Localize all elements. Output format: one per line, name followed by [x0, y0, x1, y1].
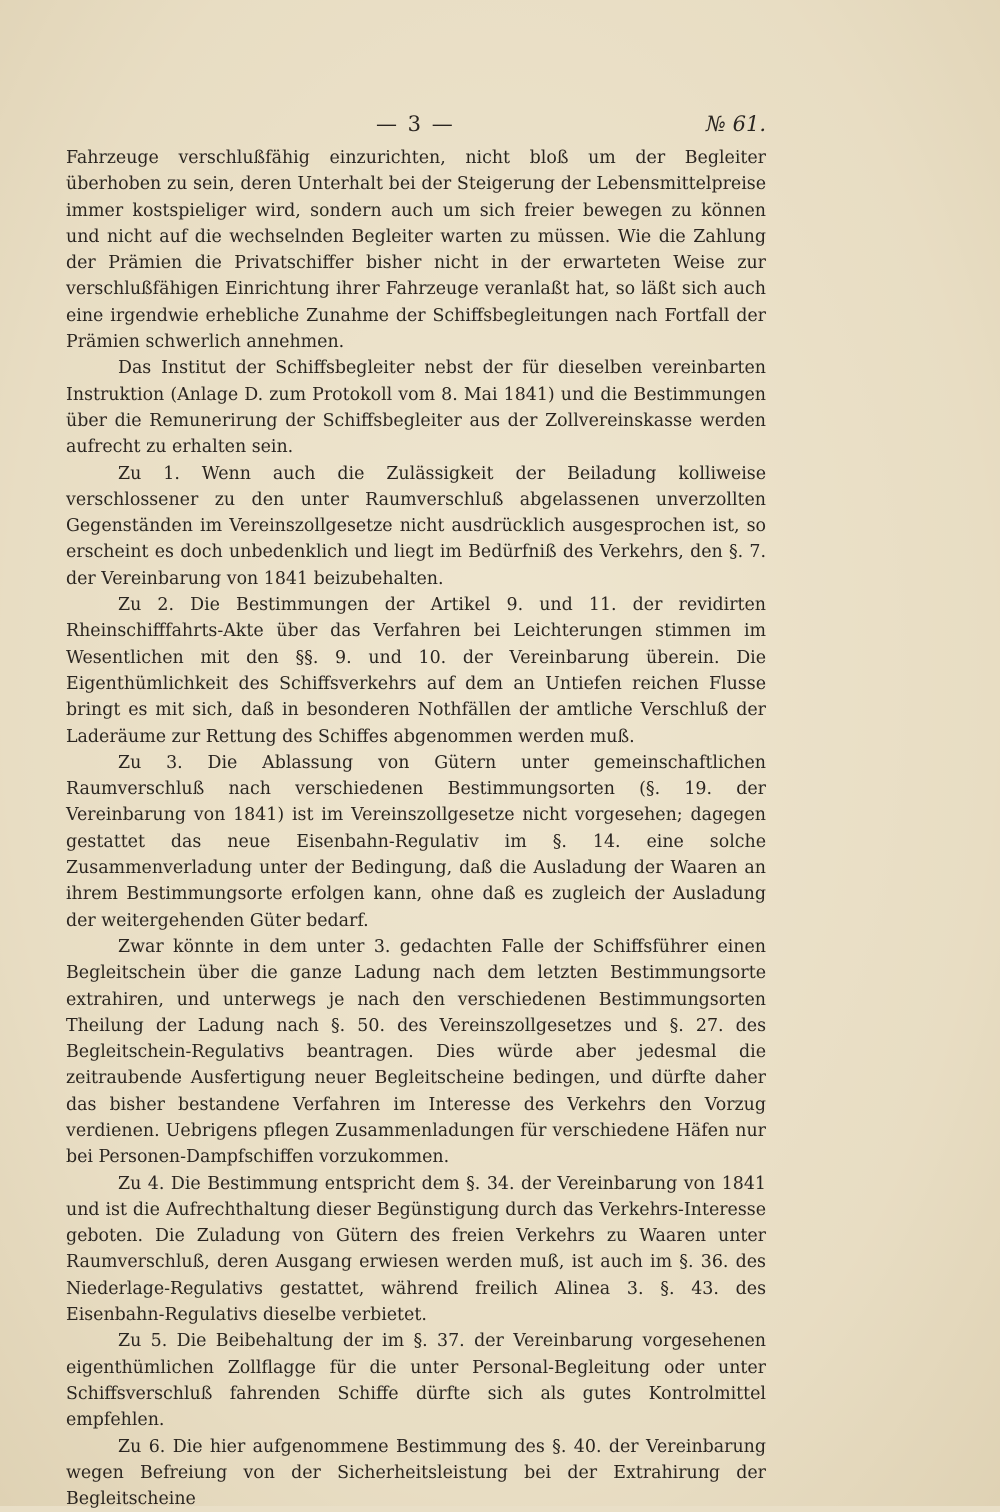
paragraph: Zu 2. Die Bestimmungen der Artikel 9. und 11. der revidirten Rheinschifffahrts-Akte über das Verfahren bei Leichterungen stimmen im Wesentlichen mit den §§. 9. und 10. der Vereinbarung überein. Die Eigenthümlichkeit des Schiffsverkehrs auf dem an Untiefen reichen Flusse bringt es mit sich, daß in besonderen Nothfällen der amtliche Verschluß der Laderäume zur Rettung des Schiffes abgenommen werden muß. [66, 595, 766, 747]
paragraph: Zu 5. Die Beibehaltung der im §. 37. der Vereinbarung vorgesehenen eigenthümlichen Zollflagge für die unter Personal-Begleitung oder unter Schiffsverschluß fahrenden Schiffe dürfte sich als gutes Kontrolmittel empfehlen. [66, 1331, 766, 1431]
paragraph: Zwar könnte in dem unter 3. gedachten Falle der Schiffsführer einen Begleitschein über die ganze Ladung nach dem letzten Bestimmungsorte extrahiren, und unterwegs je nach den verschiedenen Bestimmungsorten Theilung der Ladung nach §. 50. des Vereinszollgesetzes und §. 27. des Begleitschein-Regulativs beantragen. Dies würde aber jedesmal die zeitraubende Ausfertigung neuer Begleitscheine bedingen, und dürfte daher das bisher bestandene Verfahren im Interesse des Verkehrs den Vorzug verdienen. Uebrigens pflegen Zusammenladungen für verschiedene Häfen nur bei Personen-Dampfschiffen vorzukommen. [66, 936, 766, 1168]
paragraph: Das Institut der Schiffsbegleiter nebst der für dieselben vereinbarten Instruktion (Anlage D. zum Protokoll vom 8. Mai 1841) und die Bestimmungen über die Remunerirung der Schiffsbegleiter aus der Zollvereinskasse werden aufrecht zu erhalten sein. [66, 358, 766, 458]
paragraph: Zu 6. Die hier aufgenommene Bestimmung des §. 40. der Vereinbarung wegen Befreiung von der Sicherheitsleistung bei der Extrahirung der Begleitscheine [66, 1436, 766, 1510]
paragraph: Zu 3. Die Ablassung von Gütern unter gemeinschaftlichen Raumverschluß nach verschiedenen Bestimmungsorten (§. 19. der Vereinbarung von 1841) ist im Vereinszollgesetze nicht vorgesehen; dagegen gestattet das neue Eisenbahn-Regulativ im §. 14. eine solche Zusammenverladung unter der Bedingung, daß die Ausladung der Waaren an ihrem Bestimmungsorte erfolgen kann, ohne daß es zugleich der Ausladung der weitergehenden Güter bedarf. [66, 752, 766, 931]
document-number: № 61. [706, 112, 766, 136]
paragraph: Fahrzeuge verschlußfähig einzurichten, nicht bloß um der Begleiter überhoben zu sein, deren Unterhalt bei der Steigerung der Lebensmittelpreise immer kostspieliger wird, sondern auch um sich freier bewegen zu können und nicht auf die wechselnden Begleiter warten zu müssen. Wie die Zahlung der Prämien die Privatschiffer bisher nicht in der erwarteten Weise zur verschlußfähigen Einrichtung ihrer Fahrzeuge veranlaßt hat, so läßt sich auch eine irgendwie erhebliche Zunahme der Schiffsbegleitungen nach Fortfall der Prämien schwerlich annehmen. [66, 148, 766, 353]
paragraph: Zu 4. Die Bestimmung entspricht dem §. 34. der Vereinbarung von 1841 und ist die Aufrechthaltung dieser Begünstigung durch das Verkehrs-Interesse geboten. Die Zuladung von Gütern des freien Verkehrs zu Waaren unter Raumverschluß, deren Ausgang erwiesen werden muß, ist auch im §. 36. des Niederlage-Regulativs gestattet, während freilich Alinea 3. §. 43. des Eisenbahn-Regulativs dieselbe verbietet. [66, 1173, 766, 1326]
paragraph: Zu 1. Wenn auch die Zulässigkeit der Beiladung kolliweise verschlossener zu den unter Raumverschluß abgelassenen unverzollten Gegenständen im Vereinszollgesetze nicht ausdrücklich ausgesprochen ist, so erscheint es doch unbedenklich und liegt im Bedürfniß des Verkehrs, den §. 7. der Vereinbarung von 1841 beizubehalten. [66, 463, 766, 589]
page-header [66, 112, 766, 142]
page-number: — 3 — [376, 112, 455, 136]
body-text [66, 145, 766, 1512]
